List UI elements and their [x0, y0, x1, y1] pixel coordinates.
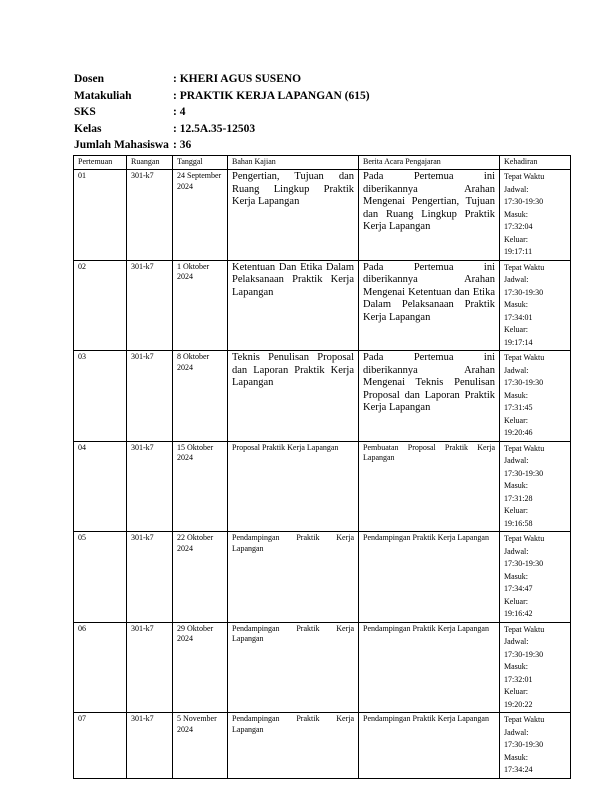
- meeting-cell: 03: [74, 351, 127, 442]
- schedule-label: Jadwal:: [504, 637, 529, 646]
- meeting-cell: 06: [74, 622, 127, 713]
- table-row: [74, 532, 571, 623]
- date-cell: 15 Oktober 2024: [173, 441, 228, 532]
- room-cell: 301-k7: [127, 622, 173, 713]
- schedule-time: 17:30-19:30: [504, 740, 544, 749]
- col-header-teaching-report: Berita Acara Pengajaran: [359, 156, 500, 170]
- room-cell: 301-k7: [127, 441, 173, 532]
- course-row: [74, 88, 370, 105]
- check-in-label: Masuk:: [504, 390, 528, 400]
- check-out-time: 19:16:58: [504, 518, 533, 528]
- check-out-time: 19:20:46: [504, 428, 533, 437]
- topic-cell: Pengertian, Tujuan dan Ruang Lingkup Praktik Kerja Lapangan: [228, 170, 359, 261]
- topic-cell: Pendampingan Praktik Kerja Lapangan: [228, 532, 359, 623]
- check-out-label: Keluar:: [504, 596, 528, 606]
- check-out-time: 19:17:11: [504, 247, 533, 256]
- check-in-time: 17:32:04: [504, 222, 533, 231]
- schedule-time: 17:30-19:30: [504, 197, 544, 206]
- schedule-label: Jadwal:: [504, 727, 529, 737]
- lecturer-value: : KHERI AGUS SUSENO: [173, 73, 302, 85]
- course-info-header: [74, 71, 370, 154]
- col-header-room: Ruangan: [127, 156, 173, 170]
- attendance-status: Tepat Waktu: [504, 624, 545, 634]
- students-value: : 36: [173, 139, 192, 151]
- room-cell: 301-k7: [127, 713, 173, 779]
- meeting-cell: 07: [74, 713, 127, 779]
- check-in-label: Masuk:: [504, 481, 528, 490]
- topic-cell: Proposal Praktik Kerja Lapangan: [228, 441, 359, 532]
- date-cell: 5 November 2024: [173, 713, 228, 779]
- schedule-label: Jadwal:: [504, 275, 529, 284]
- attendance-cell: [500, 532, 571, 623]
- credits-label: SKS: [74, 106, 96, 118]
- check-out-label: Keluar:: [504, 687, 528, 696]
- credits-row: [74, 104, 370, 121]
- attendance-cell: [500, 622, 571, 713]
- teaching-report-cell: Pada Pertemua ini diberikannya Arahan Mengenai Teknis Penulisan Proposal dan Laporan Praktik Kerja Lapangan: [359, 351, 500, 442]
- attendance-cell: [500, 441, 571, 532]
- attendance-status: Tepat Waktu: [504, 172, 545, 181]
- students-label: Jumlah Mahasiswa: [74, 139, 169, 151]
- class-value: : 12.5A.35-12503: [173, 122, 256, 135]
- topic-cell: Pendampingan Praktik Kerja Lapangan: [228, 713, 359, 779]
- check-in-time: 17:34:47: [504, 584, 533, 593]
- schedule-time: 17:30-19:30: [504, 287, 544, 297]
- meeting-cell: 01: [74, 170, 127, 261]
- table-row: [74, 351, 571, 442]
- topic-cell: Ketentuan Dan Etika Dalam Pelaksanaan Praktik Kerja Lapangan: [228, 260, 359, 351]
- date-cell: 1 Oktober 2024: [173, 260, 228, 351]
- class-row: [74, 121, 370, 138]
- date-cell: 8 Oktober 2024: [173, 351, 228, 442]
- check-in-label: Masuk:: [504, 209, 528, 219]
- check-out-time: 19:16:42: [504, 609, 533, 618]
- schedule-time: 17:30-19:30: [504, 649, 544, 659]
- credits-value: : 4: [173, 106, 186, 118]
- meeting-cell: 02: [74, 260, 127, 351]
- topic-cell: Pendampingan Praktik Kerja Lapangan: [228, 622, 359, 713]
- attendance-status: Tepat Waktu: [504, 262, 545, 272]
- course-label: Matakuliah: [74, 89, 132, 102]
- col-header-meeting: Pertemuan: [74, 156, 127, 170]
- room-cell: 301-k7: [127, 351, 173, 442]
- schedule-time: 17:30-19:30: [504, 378, 544, 387]
- room-cell: 301-k7: [127, 170, 173, 261]
- table-row: [74, 622, 571, 713]
- table-row: [74, 170, 571, 261]
- table-row: [74, 260, 571, 351]
- schedule-time: 17:30-19:30: [504, 468, 544, 478]
- lecturer-row: [74, 71, 370, 88]
- teaching-report-cell: Pada Pertemua ini diberikannya Arahan Mengenai Pengertian, Tujuan dan Ruang Lingkup Praktik Kerja Lapangan: [359, 170, 500, 261]
- check-in-label: Masuk:: [504, 571, 528, 581]
- check-in-label: Masuk:: [504, 752, 528, 762]
- check-out-label: Keluar:: [504, 234, 528, 244]
- check-in-time: 17:31:28: [504, 493, 533, 503]
- attendance-status: Tepat Waktu: [504, 443, 545, 453]
- attendance-cell: [500, 260, 571, 351]
- check-out-label: Keluar:: [504, 415, 528, 425]
- col-header-date: Tanggal: [173, 156, 228, 170]
- attendance-cell: [500, 713, 571, 779]
- check-in-label: Masuk:: [504, 300, 528, 309]
- teaching-report-cell: Pendampingan Praktik Kerja Lapangan: [359, 713, 500, 779]
- schedule-label: Jadwal:: [504, 365, 529, 375]
- col-header-topic: Bahan Kajian: [228, 156, 359, 170]
- table-row: [74, 441, 571, 532]
- table-row: [74, 713, 571, 779]
- date-cell: 24 September 2024: [173, 170, 228, 261]
- check-in-time: 17:34:01: [504, 312, 533, 322]
- students-row: [74, 137, 370, 154]
- check-in-time: 17:31:45: [504, 403, 533, 412]
- attendance-cell: [500, 170, 571, 261]
- schedule-label: Jadwal:: [504, 184, 529, 194]
- teaching-report-cell: Pendampingan Praktik Kerja Lapangan: [359, 532, 500, 623]
- check-out-label: Keluar:: [504, 325, 528, 334]
- teaching-report-cell: Pada Pertemua ini diberikannya Arahan Mengenai Ketentuan dan Etika Dalam Pelaksanaan Praktik Kerja Lapangan: [359, 260, 500, 351]
- schedule-label: Jadwal:: [504, 546, 529, 556]
- class-label: Kelas: [74, 122, 102, 135]
- room-cell: 301-k7: [127, 532, 173, 623]
- meeting-cell: 04: [74, 441, 127, 532]
- check-in-time: 17:32:01: [504, 674, 533, 684]
- check-out-label: Keluar:: [504, 506, 528, 515]
- course-value: : PRAKTIK KERJA LAPANGAN (615): [173, 89, 370, 102]
- lecturer-label: Dosen: [74, 73, 105, 85]
- date-cell: 22 Oktober 2024: [173, 532, 228, 623]
- attendance-status: Tepat Waktu: [504, 534, 545, 543]
- room-cell: 301-k7: [127, 260, 173, 351]
- attendance-status: Tepat Waktu: [504, 353, 545, 362]
- attendance-table: [73, 155, 571, 779]
- schedule-label: Jadwal:: [504, 456, 529, 465]
- topic-cell: Teknis Penulisan Proposal dan Laporan Praktik Kerja Lapangan: [228, 351, 359, 442]
- check-in-label: Masuk:: [504, 662, 528, 671]
- meeting-cell: 05: [74, 532, 127, 623]
- check-out-time: 19:17:14: [504, 337, 533, 347]
- attendance-status: Tepat Waktu: [504, 715, 545, 724]
- attendance-cell: [500, 351, 571, 442]
- check-out-time: 19:20:22: [504, 699, 533, 709]
- teaching-report-cell: Pembuatan Proposal Praktik Kerja Lapangan: [359, 441, 500, 532]
- date-cell: 29 Oktober 2024: [173, 622, 228, 713]
- teaching-report-cell: Pendampingan Praktik Kerja Lapangan: [359, 622, 500, 713]
- check-in-time: 17:34:24: [504, 765, 533, 774]
- table-header-row: [74, 156, 571, 170]
- col-header-attendance: Kehadiran: [500, 156, 571, 170]
- schedule-time: 17:30-19:30: [504, 559, 544, 568]
